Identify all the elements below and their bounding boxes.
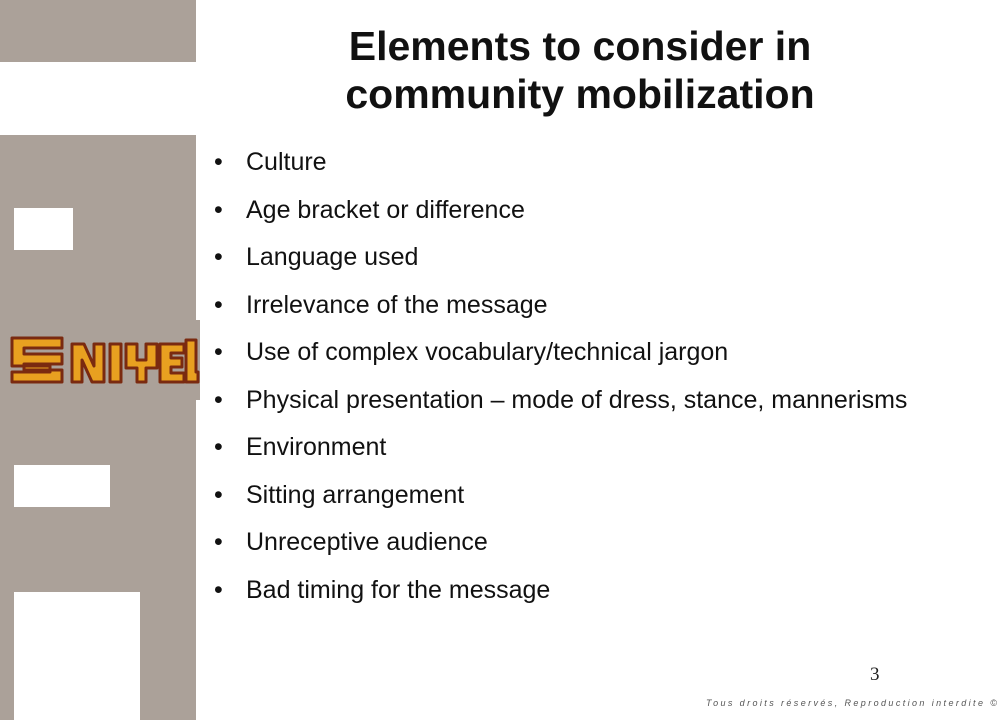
bullet-item: [214, 243, 934, 272]
bullet-item: [214, 148, 934, 177]
bullet-item: [214, 291, 934, 320]
decor-block-upper-right: [73, 208, 196, 250]
bullet-item: [214, 528, 934, 557]
bullet-item: [214, 196, 934, 225]
decor-block-mid-left: [0, 465, 14, 507]
slide-title: [230, 22, 930, 118]
decor-block-upper: [0, 135, 196, 208]
slide-title-line-1: Elements to consider in: [348, 23, 812, 69]
bullet-list: [214, 148, 934, 623]
bullet-text: Sitting arrangement: [246, 480, 465, 509]
bullet-text: Unreceptive audience: [246, 528, 488, 556]
page-number: 3: [870, 664, 880, 685]
bullet-dot: •: [214, 148, 223, 176]
bullet-dot: •: [214, 575, 223, 604]
bullet-dot: •: [214, 195, 223, 224]
bullet-text: Use of complex vocabulary/technical jargon: [246, 338, 729, 366]
bullet-dot: •: [214, 243, 223, 271]
slide-title-line-2: community mobilization: [345, 71, 815, 117]
niyel-logo: [0, 320, 200, 400]
decor-block-bottom-left: [0, 592, 14, 720]
bullet-dot: •: [214, 338, 223, 366]
bullet-text: Age bracket or difference: [246, 195, 525, 224]
decor-block-lower: [0, 507, 196, 592]
bullet-dot: •: [214, 480, 223, 509]
bullet-item: [214, 386, 934, 415]
bullet-item: [214, 481, 934, 510]
bullet-item: [214, 433, 934, 462]
decor-block-mid-right: [110, 465, 196, 507]
decor-block-upper-left: [0, 208, 14, 250]
bullet-text: Culture: [246, 148, 327, 176]
decor-block-top: [0, 0, 196, 62]
decor-block-bottom-right: [140, 592, 196, 720]
bullet-text: Physical presentation – mode of dress, stance, mannerisms: [246, 385, 908, 414]
bullet-item: [214, 576, 934, 605]
bullet-dot: •: [214, 290, 223, 319]
bullet-text: Irrelevance of the message: [246, 290, 548, 319]
bullet-text: Language used: [246, 243, 419, 271]
copyright-footer: Tous droits réservés, Reproduction interdite ©: [706, 698, 999, 708]
bullet-item: [214, 338, 934, 367]
bullet-dot: •: [214, 528, 223, 556]
bullet-text: Environment: [246, 433, 387, 461]
bullet-text: Bad timing for the message: [246, 575, 551, 604]
bullet-dot: •: [214, 433, 223, 461]
bullet-dot: •: [214, 385, 223, 414]
